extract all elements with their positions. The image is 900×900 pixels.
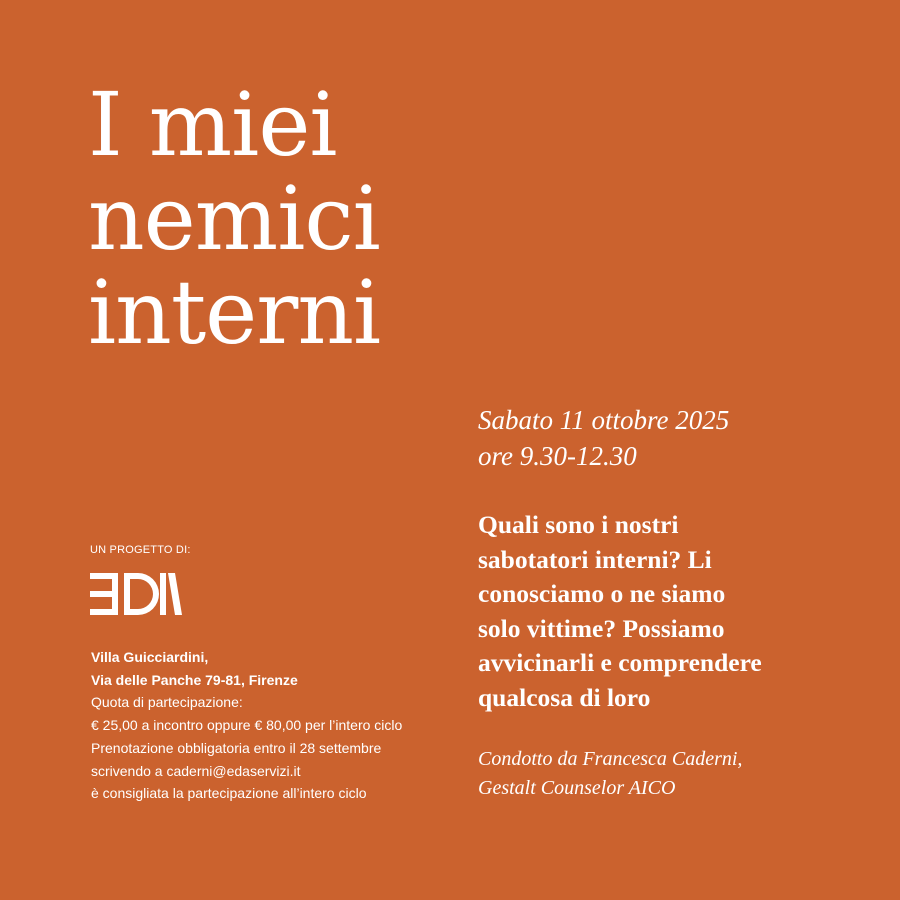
event-date: Sabato 11 ottobre 2025 — [478, 405, 730, 435]
conductor-role: Gestalt Counselor AICO — [478, 777, 676, 799]
conductor-name: Condotto da Francesca Caderni, — [478, 748, 743, 770]
note-text: è consigliata la partecipazione all’intero ciclo — [91, 785, 367, 802]
booking-text: Prenotazione obbligatoria entro il 28 settembre — [91, 739, 382, 756]
venue-and-details — [91, 646, 402, 805]
event-title — [88, 73, 381, 364]
event-time: ore 9.30-12.30 — [478, 441, 637, 471]
venue-address: Via delle Panche 79-81, Firenze — [91, 671, 298, 688]
question-line: conosciamo o ne siamo — [478, 579, 726, 608]
question-line: qualcosa di loro — [478, 682, 651, 712]
question-line: sabotatori interni? Li — [478, 544, 712, 574]
title-line: nemici — [88, 167, 380, 270]
conductor-info — [478, 745, 742, 803]
fee-label: Quota di partecipazione: — [91, 694, 243, 711]
title-line: interni — [88, 261, 381, 364]
event-datetime — [478, 402, 729, 474]
contact-text: scrivendo a caderni@edaservizi.it — [91, 762, 301, 779]
title-line: I miei — [88, 73, 337, 176]
question-line: solo vittime? Possiamo — [478, 613, 725, 643]
question-line: Quali sono i nostri — [478, 510, 679, 539]
event-question — [478, 508, 838, 715]
venue-name: Villa Guicciardini, — [91, 649, 209, 665]
question-line: avvicinarli e comprendere — [478, 648, 762, 677]
eda-logo — [90, 573, 182, 615]
fee-text: € 25,00 a incontro oppure € 80,00 per l’intero ciclo — [91, 717, 403, 734]
project-label: UN PROGETTO DI: — [90, 544, 191, 556]
